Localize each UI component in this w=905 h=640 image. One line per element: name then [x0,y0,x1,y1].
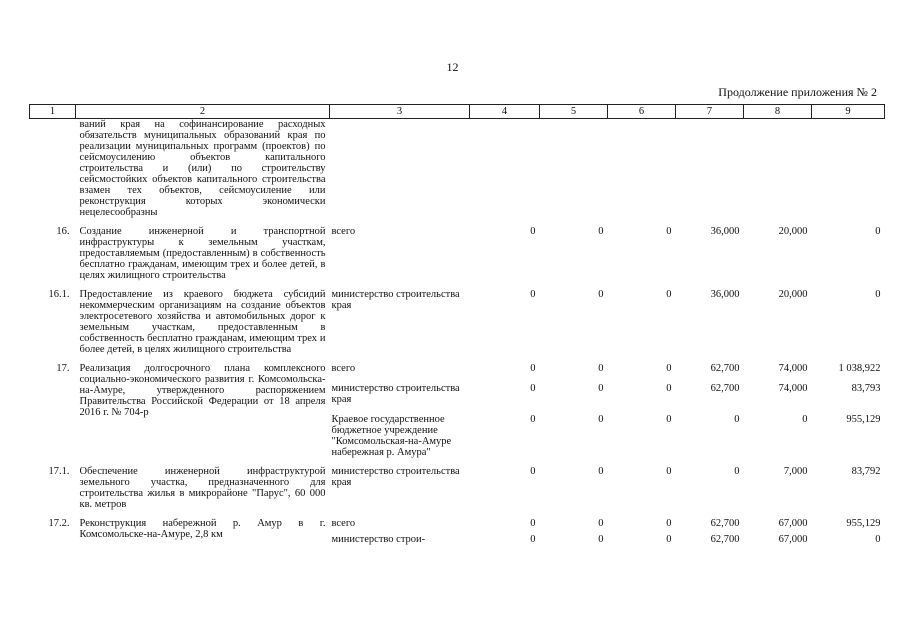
value-col-7: 62,700 [710,518,740,529]
value-col-7: 62,700 [710,534,740,545]
funding-source: министерство строительства края [331,466,460,488]
value-col-5: 0 [598,383,604,394]
header-row [30,105,885,119]
value-col-4: 0 [530,289,536,300]
budget-table-container [29,104,884,545]
value-col-5: 0 [598,414,604,425]
header-col-9: 9 [812,105,885,119]
header-col-3: 3 [330,105,470,119]
value-col-7: 0 [734,466,740,477]
funding-sources [330,355,470,458]
row-description: Обеспечение инженерной инфраструктурой земельного участка, предназначенного для строительства жилья в микрорайоне "Парус", 60 000 кв. метров [79,466,326,510]
value-col-6: 0 [666,518,672,529]
row-description: Предоставление из краевого бюджета субсидий некоммерческим организациям на создание объектов электросетевого хозяйства и автомобильных дорог к земельным участкам, предоставленным в собственность бесплатно гражданам, имеющим трех и более детей, в целях жилищного строительства [79,289,326,355]
value-col-4: 0 [530,226,536,237]
table-row [30,510,885,545]
value-col-4: 0 [530,518,536,529]
row-number: 17.2. [48,518,70,529]
value-col-7: 62,700 [710,383,740,394]
funding-source: Краевое государственное бюджетное учреждение "Комсомольская-на-Амуре набережная р. Амура" [331,414,452,458]
value-col-9: 0 [875,226,881,237]
value-col-9: 955,129 [846,518,881,529]
table-row [30,458,885,510]
value-col-4: 0 [530,383,536,394]
page-number: 12 [446,60,459,74]
value-col-4: 0 [530,466,536,477]
table-row [30,119,885,219]
value-col-7: 62,700 [710,363,740,374]
value-col-6: 0 [666,466,672,477]
value-col-9: 1 038,922 [838,363,881,374]
value-col-7: 0 [734,414,740,425]
header-col-8: 8 [744,105,812,119]
funding-sources [330,510,470,545]
funding-source: министерство строительства края [331,289,460,311]
table-row [30,281,885,355]
funding-source: всего [331,226,356,237]
funding-source: всего [331,363,356,374]
row-number: 16.1. [48,289,70,300]
value-col-5: 0 [598,289,604,300]
value-col-8: 20,000 [778,226,808,237]
row-number: 17. [56,363,70,374]
table-row [30,355,885,458]
continuation-label: Продолжение приложения № 2 [718,85,877,99]
value-col-9: 83,792 [851,466,881,477]
header-col-1: 1 [30,105,76,119]
row-number: 17.1. [48,466,70,477]
value-col-4: 0 [530,534,536,545]
value-col-8: 67,000 [778,534,808,545]
row-description: Реализация долгосрочного плана комплексного социально-экономического развития г. Комсомольска-на-Амуре, утвержденного распоряжением Правительства Российской Федерации от 18 апреля 2016 г. № 704-р [79,363,326,418]
value-col-6: 0 [666,226,672,237]
value-col-6: 0 [666,289,672,300]
header-col-5: 5 [540,105,608,119]
header-col-7: 7 [676,105,744,119]
row-description: Создание инженерной и транспортной инфраструктуры к земельным участкам, предоставляемым (предоставленным) в собственность бесплатно гражданам, имеющим трех и более детей, в целях жилищного строительства [79,226,326,281]
value-col-4: 0 [530,414,536,425]
value-col-7: 36,000 [710,226,740,237]
funding-source: министерство строи- [331,534,426,545]
value-col-7: 36,000 [710,289,740,300]
value-col-5: 0 [598,466,604,477]
row-number [30,119,76,219]
value-col-8: 74,000 [778,383,808,394]
funding-source: министерство строительства края [331,383,460,405]
value-col-8: 67,000 [778,518,808,529]
row-description: Реконструкция набережной р. Амур в г. Комсомольске-на-Амуре, 2,8 км [79,518,326,540]
value-col-6: 0 [666,414,672,425]
value-col-5: 0 [598,534,604,545]
row-description: ваний края на софинансирование расходных обязательств муниципальных образований края по реализации муниципальных программ (проектов) по сейсмоусилению объектов капитального строительства и (или) по строительству сейсмостойких объектов капитального строительства взамен тех объектов, сейсмоусиление или реконструкция которых экономически нецелесообразны [79,119,326,218]
value-col-6: 0 [666,534,672,545]
value-col-5: 0 [598,226,604,237]
value-col-6: 0 [666,363,672,374]
value-col-9: 0 [875,534,881,545]
value-col-9: 955,129 [846,414,881,425]
value-col-8: 20,000 [778,289,808,300]
row-number: 16. [56,226,70,237]
budget-table [29,104,885,545]
value-col-9: 83,793 [851,383,881,394]
value-col-8: 74,000 [778,363,808,374]
value-col-4: 0 [530,363,536,374]
header-col-4: 4 [470,105,540,119]
value-col-6: 0 [666,383,672,394]
table-row [30,218,885,281]
value-col-9: 0 [875,289,881,300]
value-col-5: 0 [598,363,604,374]
header-col-2: 2 [76,105,330,119]
value-col-5: 0 [598,518,604,529]
value-col-8: 0 [802,414,808,425]
value-col-8: 7,000 [783,466,808,477]
header-col-6: 6 [608,105,676,119]
funding-source: всего [331,518,356,529]
